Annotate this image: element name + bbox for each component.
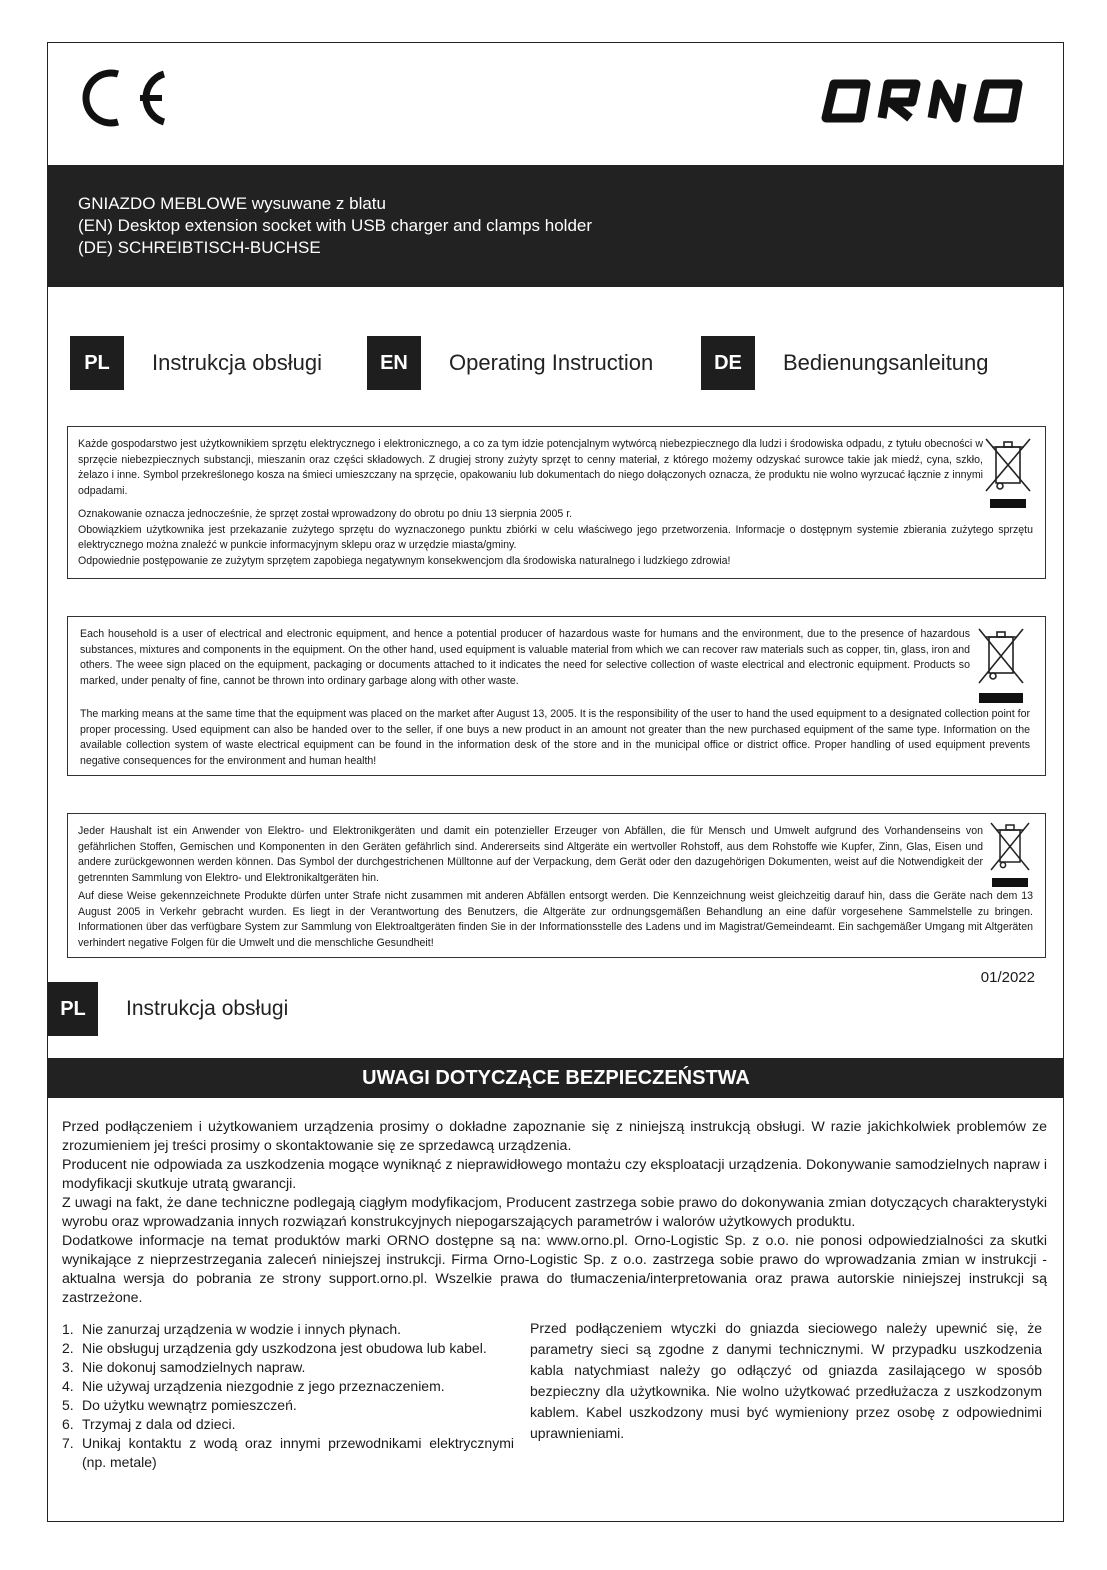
list-item: 5. Do użytku wewnątrz pomieszczeń. (62, 1397, 297, 1413)
orno-logo (820, 78, 1036, 124)
title-band (48, 165, 1064, 287)
lang-code-en: EN (367, 336, 421, 390)
weee-en-p1: Each household is a user of electrical and electronic equipment, and hence a potential producer of hazardous waste for humans and the environment, due to the presence of hazardous substances, mixtures and components in the equipment. On the other hand, used equipment is valuable material from which we can recover raw materials such as copper, tin, glass, iron and others. The weee sign placed on the equipment, packaging or documents attached to it indicates the need for selective collection of waste electrical and electronic equipment. Products so marked, under penalty of fine, cannot be thrown into ordinary garbage along with other waste. (80, 628, 970, 687)
weee-de-p2: Auf diese Weise gekennzeichnete Produkte dürfen unter Strafe nicht zusammen mit anderen Abfällen entsorgt werden. Die Kennzeichnung weist gleichzeitig darauf hin, dass die Geräte nach dem 13 August 2005 in Verkehr gebracht wurden. Es liegt in der Verantwortung des Benutzers, die Altgeräte zur ordnungsgemäßen Behandlung an eine dafür vorgesehene Sammelstelle zu bringen. Informationen über das verfügbare System zur Sammlung von Elektroaltgeräten finden Sie in der Informationsstelle des Ladens und im Magistrat/Gemeindeamt. Ein sachgemäßer Umgang mit Altgeräten verhindert negative Folgen für die Umwelt und die menschliche Gesundheit! (78, 890, 1033, 949)
lang-label-en: Operating Instruction (449, 350, 654, 375)
safety-p1: Przed podłączeniem i użytkowaniem urządzenia prosimy o dokładne zapoznanie się z niniejszą instrukcją obsługi. W razie jakichkolwiek problemów ze zrozumieniem jej treści prosimy o skontaktowanie się ze sprzedawcą urządzenia. (62, 1119, 1047, 1154)
language-en (367, 336, 653, 390)
ce-mark-icon (80, 66, 170, 130)
lang-label-pl: Instrukcja obsługi (152, 350, 322, 375)
language-de (701, 336, 989, 390)
safety-p4: Dodatkowe informacje na temat produktów marki ORNO dostępne są na: www.orno.pl. Orno-Logistic Sp. z o.o. nie ponosi odpowiedzialności za skutki wynikające z nieprzestrzegania zaleceń niniejszej instrukcji. Firma Orno-Logistic Sp. z o.o. zastrzega sobie prawo do wprowadzania zmian w instrukcji - aktualna wersja do pobrania ze strony support.orno.pl. Wszelkie prawa do tłumaczenia/interpretowania oraz prawa autorskie niniejszej instrukcji są zastrzeżone. (62, 1233, 1047, 1306)
safety-intro (62, 1118, 1047, 1308)
pl-section-header (48, 982, 288, 1036)
document-date: 01/2022 (980, 969, 1035, 986)
lang-code-de: DE (701, 336, 755, 390)
weee-notice-de (67, 813, 1046, 958)
weee-notice-pl (67, 426, 1046, 579)
list-item: 7. Unikaj kontaktu z wodą oraz innymi przewodnikami elektrycznymi (np. metale) (62, 1435, 514, 1470)
product-title-de: (DE) SCHREIBTISCH-BUCHSE (78, 238, 321, 257)
crossed-bin-icon (986, 820, 1034, 888)
weee-pl-p4: Odpowiednie postępowanie ze zużytym sprzętem zapobiega negatywnym konsekwencjom dla środowiska naturalnego i ludzkiego zdrowia! (78, 554, 731, 567)
crossed-bin-icon (973, 625, 1029, 705)
weee-de-p1: Jeder Haushalt ist ein Anwender von Elektro- und Elektronikgeräten und damit ein potenzieller Erzeuger von Abfällen, die für Mensch und Umwelt aufgrund des Vorhandenseins von gefährlichen Stoffen, Gemischen und Komponenten in den Geräten gefährlich sind. Andererseits sind Altgeräte ein wertvoller Rohstoff, aus dem Rohstoffe wie Kupfer, Zinn, Glas, Eisen und andere zurückgewonnen werden können. Das Symbol der durchgestrichenen Mülltonne auf der Verpackung, dem Gerät oder den dazugehörigen Dokumenten, weist auf die Notwendigkeit der getrennten Sammlung von Elektro- und Elektronikaltgeräten hin. (78, 825, 983, 884)
weee-pl-p2: Oznakowanie oznacza jednocześnie, że sprzęt został wprowadzony do obrotu po dniu 13 sierpnia 2005 r. (78, 508, 573, 520)
safety-rules-list (62, 1320, 514, 1472)
list-item: 4. Nie używaj urządzenia niezgodnie z jego przeznaczeniem. (62, 1378, 445, 1394)
weee-pl-p3: Obowiązkiem użytkownika jest przekazanie zużytego sprzętu do wyznaczonego punktu zbiórki w celu właściwego jego przetworzenia. Informacje o dostępnym systemie zbierania zużytego sprzętu elektrycznego można znaleźć w punkcie informacyjnym sklepu oraz w urzędzie miasta/gminy. (78, 523, 1033, 552)
safety-p3: Z uwagi na fakt, że dane techniczne podlegają ciągłym modyfikacjom, Producent zastrzega sobie prawo do dokonywania zmian dotyczących charakterystyki wyrobu oraz wprowadzania innych rozwiązań konstrukcyjnych niepogarszających parametrów i walorów użytkowych produktu. (62, 1195, 1047, 1230)
safety-p2: Producent nie odpowiada za uszkodzenia mogące wyniknąć z nieprawidłowego montażu czy eksploatacji urządzenia. Dokonywanie samodzielnych napraw i modyfikacji skutkuje utratą gwarancji. (62, 1157, 1047, 1192)
plug-connection-note: Przed podłączeniem wtyczki do gniazda sieciowego należy upewnić się, że parametry sieci są zgodne z danymi technicznymi. W przypadku uszkodzenia kabla natychmiast należy go odłączyć od gniazda zasilającego w sposób bezpieczny dla użytkownika. Nie wolno użytkować przedłużacza z uszkodzonym kablem. Kabel uszkodzony musi być wymieniony przez osobę z odpowiednimi uprawnieniami. (530, 1320, 1042, 1441)
product-title-en: (EN) Desktop extension socket with USB charger and clamps holder (78, 216, 593, 235)
weee-pl-p1: Każde gospodarstwo jest użytkownikiem sprzętu elektrycznego i elektronicznego, a co za tym idzie potencjalnym wytwórcą niebezpiecznego dla ludzi i środowiska odpadu, z tytułu obecności w sprzęcie niebezpiecznych substancji, mieszanin oraz części składowych. Z drugiej strony zużyty sprzęt to cenny materiał, z którego możemy odzyskać surowce takie jak miedź, cyna, szkło, żelazo i inne. Symbol przekreślonego kosza na śmieci umieszczany na sprzęcie, opakowaniu lub dokumentach do niego dołączonych oznacza, że produktu nie wolno wyrzucać łącznie z innymi odpadami. (78, 438, 983, 497)
list-item: 6. Trzymaj z dala od dzieci. (62, 1416, 236, 1432)
list-item: 3. Nie dokonuj samodzielnych napraw. (62, 1359, 306, 1375)
product-title-pl: GNIAZDO MEBLOWE wysuwane z blatu (78, 194, 386, 213)
safety-heading: UWAGI DOTYCZĄCE BEZPIECZEŃSTWA (48, 1058, 1064, 1098)
list-item: 2. Nie obsługuj urządzenia gdy uszkodzona jest obudowa lub kabel. (62, 1340, 487, 1356)
pl-section-label: Instrukcja obsługi (126, 997, 289, 1020)
weee-notice-en (67, 616, 1046, 776)
list-item: 1. Nie zanurzaj urządzenia w wodzie i innych płynach. (62, 1321, 402, 1337)
weee-en-p2: The marking means at the same time that the equipment was placed on the market after August 13, 2005. It is the responsibility of the user to hand the used equipment to a designated collection point for proper processing. Used equipment can also be handed over to the seller, if one buys a new product in an amount not greater than the new purchased equipment of the same type. Information on the available collection system of waste electrical equipment can be found in the information desk of the store and in the municipal office or district office. Proper handling of used equipment prevents negative consequences for the environment and human health! (80, 708, 1030, 767)
lang-code-pl: PL (70, 336, 124, 390)
pl-section-code: PL (48, 982, 98, 1036)
language-pl (70, 336, 322, 390)
crossed-bin-icon (980, 435, 1036, 511)
lang-label-de: Bedienungsanleitung (783, 350, 989, 375)
